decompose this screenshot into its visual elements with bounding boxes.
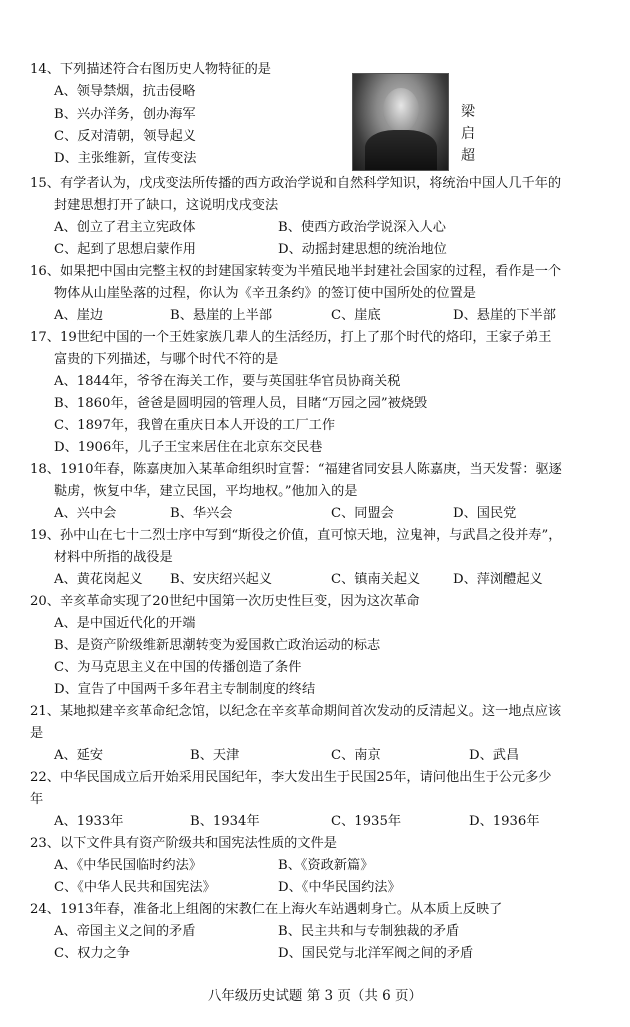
portrait-body xyxy=(365,130,437,171)
question-17-stem-line-2: 富贵的下列描述，与哪个时代不符的是 xyxy=(54,352,279,367)
q20-option-b: B、是资产阶级维新思潮转变为爱国救亡政治运动的标志 xyxy=(54,638,381,653)
q23-option-a: A、《中华民国临时约法》 xyxy=(54,858,202,873)
q24-option-d: D、国民党与北洋军阀之间的矛盾 xyxy=(278,946,474,961)
question-19-stem-line-2: 材料中所指的战役是 xyxy=(54,550,173,565)
q20-option-a: A、是中国近代化的开端 xyxy=(54,616,196,631)
q19-option-b: B、安庆绍兴起义 xyxy=(170,572,273,587)
question-17-stem-line-1: 17、19世纪中国的一个王姓家族几辈人的生活经历，打上了那个时代的烙印，王家子弟王 xyxy=(30,330,552,345)
question-21-stem-line-2: 是 xyxy=(30,726,44,741)
q18-option-b: B、华兴会 xyxy=(170,506,233,521)
q16-option-a: A、崖边 xyxy=(54,308,104,323)
question-22-stem-line-2: 年 xyxy=(30,792,44,807)
q17-option-d: D、1906年，儿子王宝来居住在北京东交民巷 xyxy=(54,440,323,455)
q21-option-c: C、南京 xyxy=(331,748,381,763)
question-18-stem-line-2: 鞑虏，恢复中华，建立民国，平均地权。”他加入的是 xyxy=(54,484,358,499)
question-20-stem: 20、辛亥革命实现了20世纪中国第一次历史性巨变，因为这次革命 xyxy=(30,594,420,609)
question-18-stem-line-1: 18、1910年春，陈嘉庚加入某革命组织时宣誓：“福建省同安县人陈嘉庚，当天发誓：驱逐 xyxy=(30,462,562,477)
q16-option-c: C、崖底 xyxy=(331,308,381,323)
q20-option-d: D、宣告了中国两千多年君主专制制度的终结 xyxy=(54,682,316,697)
question-21-stem: 21、某地拟建辛亥革命纪念馆，以纪念在辛亥革命期间首次发动的反清起义。这一地点应该 xyxy=(30,704,562,719)
q15-option-d: D、动摇封建思想的统治地位 xyxy=(278,242,447,257)
q19-option-d: D、萍浏醴起义 xyxy=(453,572,543,587)
q23-option-c: C、《中华人民共和国宪法》 xyxy=(54,880,216,895)
q18-option-d: D、国民党 xyxy=(453,506,517,521)
q22-option-a: A、1933年 xyxy=(54,814,124,829)
q21-option-d: D、武昌 xyxy=(469,748,520,763)
q24-option-a: A、帝国主义之间的矛盾 xyxy=(54,924,196,939)
photo-caption-char-2: 启 xyxy=(461,126,475,142)
photo-caption-char-1: 梁 xyxy=(461,104,475,120)
q21-option-a: A、延安 xyxy=(54,748,104,763)
q24-option-c: C、权力之争 xyxy=(54,946,131,961)
q14-option-b: B、兴办洋务，创办海军 xyxy=(54,107,196,122)
q14-option-c: C、反对清朝，领导起义 xyxy=(54,129,196,144)
q14-option-a: A、领导禁烟，抗击侵略 xyxy=(54,84,196,99)
question-14-stem: 14、下列描述符合右图历史人物特征的是 xyxy=(30,62,271,77)
q16-option-b: B、悬崖的上半部 xyxy=(170,308,273,323)
q22-option-d: D、1936年 xyxy=(469,814,540,829)
question-19-stem-line-1: 19、孙中山在七十二烈士序中写到“斯役之价值，直可惊天地，泣鬼神，与武昌之役并寿”， xyxy=(30,528,562,543)
question-16-stem-line-2: 物体从山崖坠落的过程，你认为《辛丑条约》的签订使中国所处的位置是 xyxy=(54,286,476,301)
q19-option-a: A、黄花岗起义 xyxy=(54,572,143,587)
portrait-photo xyxy=(352,73,449,171)
q16-option-d: D、悬崖的下半部 xyxy=(453,308,556,323)
q21-option-b: B、天津 xyxy=(190,748,240,763)
q18-option-c: C、同盟会 xyxy=(331,506,394,521)
q15-option-c: C、起到了思想启蒙作用 xyxy=(54,242,196,257)
q15-option-b: B、使西方政治学说深入人心 xyxy=(278,220,446,235)
q17-option-a: A、1844年，爷爷在海关工作，要与英国驻华官员协商关税 xyxy=(54,374,401,389)
q15-option-a: A、创立了君主立宪政体 xyxy=(54,220,196,235)
question-24-stem: 24、1913年春，准备北上组阁的宋教仁在上海火车站遇刺身亡。从本质上反映了 xyxy=(30,902,503,917)
q18-option-a: A、兴中会 xyxy=(54,506,117,521)
q22-option-b: B、1934年 xyxy=(190,814,260,829)
q17-option-c: C、1897年，我曾在重庆日本人开设的工厂工作 xyxy=(54,418,336,433)
question-22-stem-line-1: 22、中华民国成立后开始采用民国纪年，李大发出生于民国25年，请问他出生于公元多少 xyxy=(30,770,552,785)
q20-option-c: C、为马克思主义在中国的传播创造了条件 xyxy=(54,660,302,675)
photo-caption-char-3: 超 xyxy=(461,148,475,164)
q23-option-d: D、《中华民国约法》 xyxy=(278,880,401,895)
portrait-face xyxy=(383,88,419,132)
q19-option-c: C、镇南关起义 xyxy=(331,572,421,587)
question-16-stem-line-1: 16、如果把中国由完整主权的封建国家转变为半殖民地半封建社会国家的过程，看作是一个 xyxy=(30,264,562,279)
question-23-stem: 23、以下文件具有资产阶级共和国宪法性质的文件是 xyxy=(30,836,337,851)
page-footer: 八年级历史试题 第 3 页（共 6 页） xyxy=(207,988,423,1004)
q24-option-b: B、民主共和与专制独裁的矛盾 xyxy=(278,924,460,939)
q23-option-b: B、《资政新篇》 xyxy=(278,858,374,873)
q14-option-d: D、主张维新，宣传变法 xyxy=(54,151,197,166)
question-15-stem-line-1: 15、有学者认为，戊戌变法所传播的西方政治学说和自然科学知识，将统治中国人几千年的 xyxy=(30,176,562,191)
q17-option-b: B、1860年，爸爸是圆明园的管理人员，目睹“万园之园”被烧毁 xyxy=(54,396,428,411)
q22-option-c: C、1935年 xyxy=(331,814,402,829)
question-15-stem-line-2: 封建思想打开了缺口，这说明戊戌变法 xyxy=(54,198,279,213)
